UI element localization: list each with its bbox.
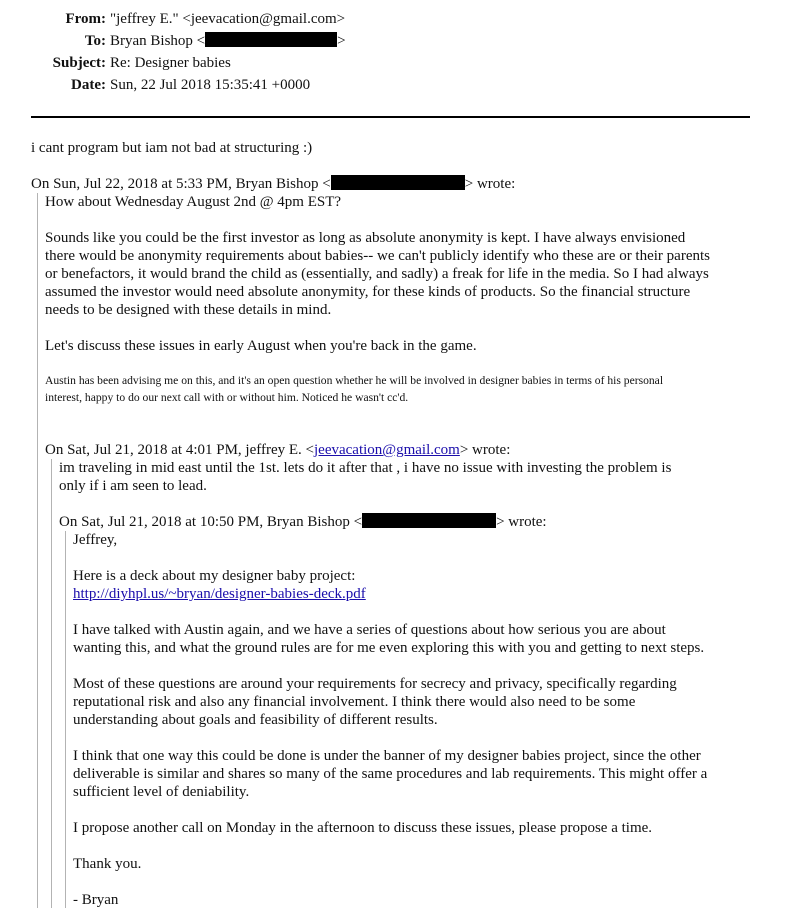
quote3-line: wanting this, and what the ground rules are for me even exploring this with you and getting to next steps. — [73, 640, 705, 656]
to-row — [0, 32, 106, 50]
to-close: > — [337, 33, 346, 49]
quote3-line: Most of these questions are around your requirements for secrecy and privacy, specifically regarding — [73, 676, 677, 692]
redaction-box — [205, 32, 337, 47]
quote2-attribution — [45, 441, 510, 459]
quote3-line: sufficient level of deniability. — [73, 784, 250, 800]
subject-label: Subject: — [52, 55, 106, 71]
from-label: From: — [65, 11, 106, 27]
quote1-line: needs to be designed with these details in mind. — [45, 302, 332, 318]
quote3-line: reputational risk and also any financial involvement. I think there would also need to be some — [73, 694, 636, 710]
deck-link[interactable]: http://diyhpl.us/~bryan/designer-babies-deck.pdf — [73, 586, 366, 602]
quote-bar-level3 — [65, 531, 66, 908]
quote3-line: I have talked with Austin again, and we have a series of questions about how serious you are about — [73, 622, 666, 638]
quote1-line: or benefactors, it would brand the child as (essentially, and sadly) a freak for life in the media. So I had always — [45, 266, 709, 282]
reply-text: i cant program but iam not bad at structuring :) — [31, 140, 313, 156]
quote3-line: Here is a deck about my designer baby project: — [73, 568, 356, 584]
quote3-attribution-prefix: On Sat, Jul 21, 2018 at 10:50 PM, Bryan Bishop < — [59, 514, 363, 530]
quote1-attribution-suffix: > wrote: — [464, 176, 516, 192]
quote1-line: Sounds like you could be the first investor as long as absolute anonymity is kept. I have always envisioned — [45, 230, 686, 246]
quote2-line: im traveling in mid east until the 1st. lets do it after that , i have no issue with investing the problem is — [59, 460, 672, 476]
from-value: "jeffrey E." <jeevacation@gmail.com> — [110, 11, 346, 27]
to-name: Bryan Bishop < — [110, 33, 206, 49]
header-divider — [31, 116, 750, 118]
quote1-line: How about Wednesday August 2nd @ 4pm EST? — [45, 194, 342, 210]
quote2-line: only if i am seen to lead. — [59, 478, 207, 494]
redaction-box — [331, 175, 465, 190]
quote3-signoff: - Bryan — [73, 892, 119, 908]
quote-bar-level2 — [51, 459, 52, 908]
quote3-attribution — [59, 513, 547, 531]
quote3-line: I propose another call on Monday in the afternoon to discuss these issues, please propose a time. — [73, 820, 653, 836]
quote3-line: I think that one way this could be done is under the banner of my designer babies project, since the other — [73, 748, 701, 764]
date-row — [0, 76, 106, 94]
quote1-small-line: Austin has been advising me on this, and it's an open question whether he will be involved in designer babies in terms of his personal — [45, 374, 664, 387]
date-label: Date: — [71, 77, 106, 93]
to-label: To: — [84, 33, 106, 49]
quote-bar-level1 — [37, 193, 38, 908]
subject-value: Re: Designer babies — [110, 55, 231, 71]
redaction-box — [362, 513, 496, 528]
quote2-attribution-suffix: > wrote: — [459, 442, 511, 458]
quote3-greeting: Jeffrey, — [73, 532, 118, 548]
date-value: Sun, 22 Jul 2018 15:35:41 +0000 — [110, 77, 311, 93]
quote2-attribution-prefix: On Sat, Jul 21, 2018 at 4:01 PM, jeffrey E. < — [45, 442, 314, 458]
from-row — [0, 10, 106, 28]
to-value — [110, 32, 346, 50]
quote1-small-line: interest, happy to do our next call with or without him. Noticed he wasn't cc'd. — [45, 391, 409, 404]
quote3-line: understanding about goals and feasibility of different results. — [73, 712, 438, 728]
quote1-line: Let's discuss these issues in early August when you're back in the game. — [45, 338, 477, 354]
quote1-attribution-prefix: On Sun, Jul 22, 2018 at 5:33 PM, Bryan Bishop < — [31, 176, 331, 192]
quote1-attribution — [31, 175, 515, 193]
quote1-line: there would be anonymity requirements about babies-- we can't publicly identify who these are or their parents — [45, 248, 710, 264]
quote3-attribution-suffix: > wrote: — [496, 514, 547, 530]
quote1-line: assumed the investor would need absolute anonymity, for these kinds of products. So the financial structure — [45, 284, 691, 300]
quote3-thanks: Thank you. — [73, 856, 142, 872]
quote3-line: deliverable is similar and shares so many of the same procedures and lab requirements. This might offer a — [73, 766, 708, 782]
subject-row — [0, 54, 106, 72]
email-link[interactable]: jeevacation@gmail.com — [314, 442, 460, 458]
